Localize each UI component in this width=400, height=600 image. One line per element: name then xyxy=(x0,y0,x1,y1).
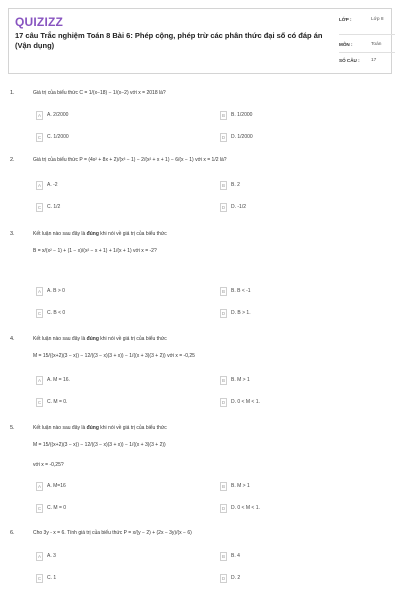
option-letter-box: B xyxy=(221,554,225,559)
option-text: B. 1/2000 xyxy=(231,112,253,118)
option-text: C. 1/2000 xyxy=(47,134,69,140)
option-letter-box: D xyxy=(221,400,226,405)
question-number: 1. xyxy=(10,90,15,96)
question-expression: M = 15/((x+2)(3 − x)) − 12/((3 − x)(3 + x)) − 1/((x + 3)(3 + 2)) xyxy=(33,442,166,448)
option-text: D. -1/2 xyxy=(231,204,247,210)
option-text: A. M=16 xyxy=(47,483,66,489)
option-text: B. M > 1 xyxy=(231,483,250,489)
option-text: C. B < 0 xyxy=(47,310,66,316)
question-text-part: Kết luận nào sau đây là xyxy=(33,336,87,342)
option-text: D. 1/2000 xyxy=(231,134,253,140)
question-text: Giá trị của biểu thức P = (4x² + 8x + 2)/(x³ − 1) − 2/(x² + x + 1) − 6/(x − 1) với x = 1/2 là? xyxy=(33,157,227,163)
question-text: Cho 3y - x = 6. Tính giá trị của biểu thức P = x/(y − 2) + (2x − 3y)/(x − 6) xyxy=(33,530,192,536)
option-letter-box: C xyxy=(37,135,42,140)
document-title: 17 câu Trắc nghiệm Toán 8 Bài 6: Phép cộng, phép trừ các phân thức đại số có đáp án (Vận dụng) xyxy=(15,31,323,50)
option-letter-box: D xyxy=(221,205,226,210)
subject-label: MÔN : xyxy=(339,42,353,47)
option-text: D. 2 xyxy=(231,575,241,581)
quizizz-logo: QUIZIZZ xyxy=(15,15,64,29)
option-text: D. 0 < M < 1. xyxy=(231,505,260,511)
option-letter-box: D xyxy=(221,135,226,140)
grade-value: Lớp 8 xyxy=(371,17,384,22)
question-text xyxy=(33,231,167,237)
option-letter-box: B xyxy=(221,113,225,118)
option-text: C. M = 0 xyxy=(47,505,67,511)
question-condition: với x = -0,25? xyxy=(33,462,64,468)
option-letter-box: C xyxy=(37,400,42,405)
option-letter-box: C xyxy=(37,205,42,210)
option-letter-box: A xyxy=(37,378,41,383)
option-letter-box: A xyxy=(37,289,41,294)
question-text-part: khi nói về giá trị của biểu thức xyxy=(98,425,167,431)
option-text: D. B > 1. xyxy=(231,310,251,316)
option-letter-box: B xyxy=(221,289,225,294)
option-text: A. M = 16. xyxy=(47,377,70,383)
option-letter-box: B xyxy=(221,378,225,383)
question-text-part: Kết luận nào sau đây là xyxy=(33,425,87,431)
option-letter-box: D xyxy=(221,311,226,316)
question-number: 6. xyxy=(10,530,15,536)
option-text: A. 3 xyxy=(47,553,56,559)
option-letter-box: D xyxy=(221,506,226,511)
option-text: D. 0 < M < 1. xyxy=(231,399,260,405)
option-letter-box: C xyxy=(37,506,42,511)
option-text: C. 1/2 xyxy=(47,204,61,210)
question-text-part: khi nói về giá trị của biểu thức xyxy=(98,231,167,237)
option-text: A. B > 0 xyxy=(47,288,65,294)
option-letter-box: A xyxy=(37,113,41,118)
option-text: B. M > 1 xyxy=(231,377,250,383)
meta-divider xyxy=(339,34,395,35)
question-count-label: SỐ CÂU : xyxy=(339,58,360,63)
grade-label: LỚP : xyxy=(339,17,352,22)
option-text: B. B < -1 xyxy=(231,288,251,294)
question-emphasis: đúng xyxy=(86,425,99,431)
meta-divider xyxy=(339,52,395,53)
question-number: 5. xyxy=(10,425,15,431)
question-expression: M = 15/((x+2)(3 − x)) − 12/((3 − x)(3 + x)) − 1/((x + 3)(3 + 2)) với x = -0,25 xyxy=(33,353,195,359)
question-text-part: khi nói về giá trị của biểu thức xyxy=(98,336,167,342)
option-text: B. 2 xyxy=(231,182,240,188)
option-text: C. 1 xyxy=(47,575,57,581)
option-text: A. -2 xyxy=(47,182,58,188)
question-number: 4. xyxy=(10,336,15,342)
option-letter-box: A xyxy=(37,183,41,188)
subject-value: Toán xyxy=(371,42,382,47)
question-emphasis: đúng xyxy=(86,336,99,342)
question-number: 3. xyxy=(10,231,15,237)
option-letter-box: A xyxy=(37,554,41,559)
option-letter-box: B xyxy=(221,183,225,188)
option-letter-box: C xyxy=(37,311,42,316)
option-letter-box: C xyxy=(37,576,42,581)
option-letter-box: A xyxy=(37,484,41,489)
question-number: 2. xyxy=(10,157,15,163)
worksheet-header xyxy=(8,8,392,74)
question-text xyxy=(33,425,167,431)
question-emphasis: đúng xyxy=(86,231,99,237)
question-text xyxy=(33,336,167,342)
question-count-value: 17 xyxy=(371,58,377,63)
option-text: B. 4 xyxy=(231,553,240,559)
option-letter-box: D xyxy=(221,576,226,581)
option-letter-box: B xyxy=(221,484,225,489)
question-expression: B = x/(x² − 1) + (1 − x)/(x² − x + 1) + 1/(x + 1) với x = -2? xyxy=(33,248,157,254)
question-text-part: Kết luận nào sau đây là xyxy=(33,231,87,237)
option-text: A. 2/2000 xyxy=(47,112,69,118)
option-text: C. M = 0. xyxy=(47,399,68,405)
question-text: Giá trị của biểu thức C = 1/(x−18) − 1/(x−2) với x = 2018 là? xyxy=(33,90,166,96)
